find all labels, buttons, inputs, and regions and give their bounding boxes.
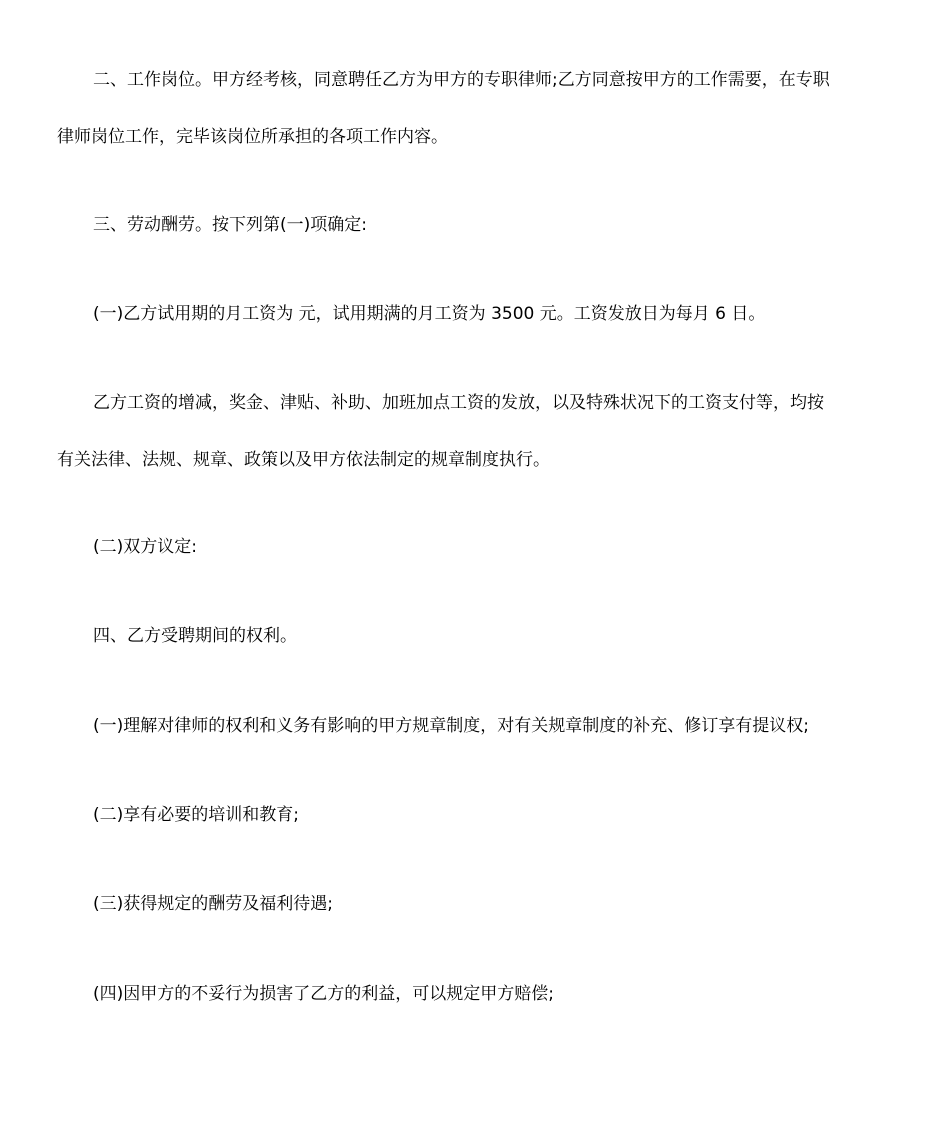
paragraph-line: (四)因甲方的不妥行为损害了乙方的利益，可以规定甲方赔偿; — [93, 984, 554, 1004]
paragraph-right-3 — [57, 876, 887, 933]
paragraph-line: 乙方工资的增减，奖金、津贴、补助、加班加点工资的发放，以及特殊状况下的工资支付等，均按 — [93, 393, 824, 413]
paragraph-line: (二)双方议定: — [93, 537, 197, 557]
paragraph-line: (二)享有必要的培训和教育; — [93, 805, 299, 825]
paragraph-salary-rules — [57, 375, 887, 489]
paragraph-line: 有关法律、法规、规章、政策以及甲方依法制定的规章制度执行。 — [57, 450, 550, 470]
paragraph-line: (三)获得规定的酬劳及福利待遇; — [93, 894, 333, 914]
paragraph-labor-remuneration — [57, 197, 887, 254]
paragraph-salary-item-1 — [57, 286, 887, 343]
paragraph-line: 三、劳动酬劳。按下列第(一)项确定: — [93, 215, 367, 235]
paragraph-salary-item-2 — [57, 519, 887, 576]
paragraph-line: 律师岗位工作，完毕该岗位所承担的各项工作内容。 — [57, 127, 448, 147]
paragraph-line: 二、工作岗位。甲方经考核，同意聘任乙方为甲方的专职律师;乙方同意按甲方的工作需要，在专职 — [93, 70, 830, 90]
paragraph-rights-heading — [57, 608, 887, 665]
paragraph-line: 四、乙方受聘期间的权利。 — [93, 626, 297, 646]
paragraph-right-4 — [57, 966, 887, 1023]
paragraph-work-position — [57, 52, 887, 166]
paragraph-line: (一)理解对律师的权利和义务有影响的甲方规章制度，对有关规章制度的补充、修订享有提议权; — [93, 716, 809, 736]
paragraph-line: (一)乙方试用期的月工资为 元，试用期满的月工资为 3500 元。工资发放日为每月 6 日。 — [93, 304, 766, 324]
paragraph-right-1 — [57, 698, 887, 755]
paragraph-right-2 — [57, 787, 887, 844]
